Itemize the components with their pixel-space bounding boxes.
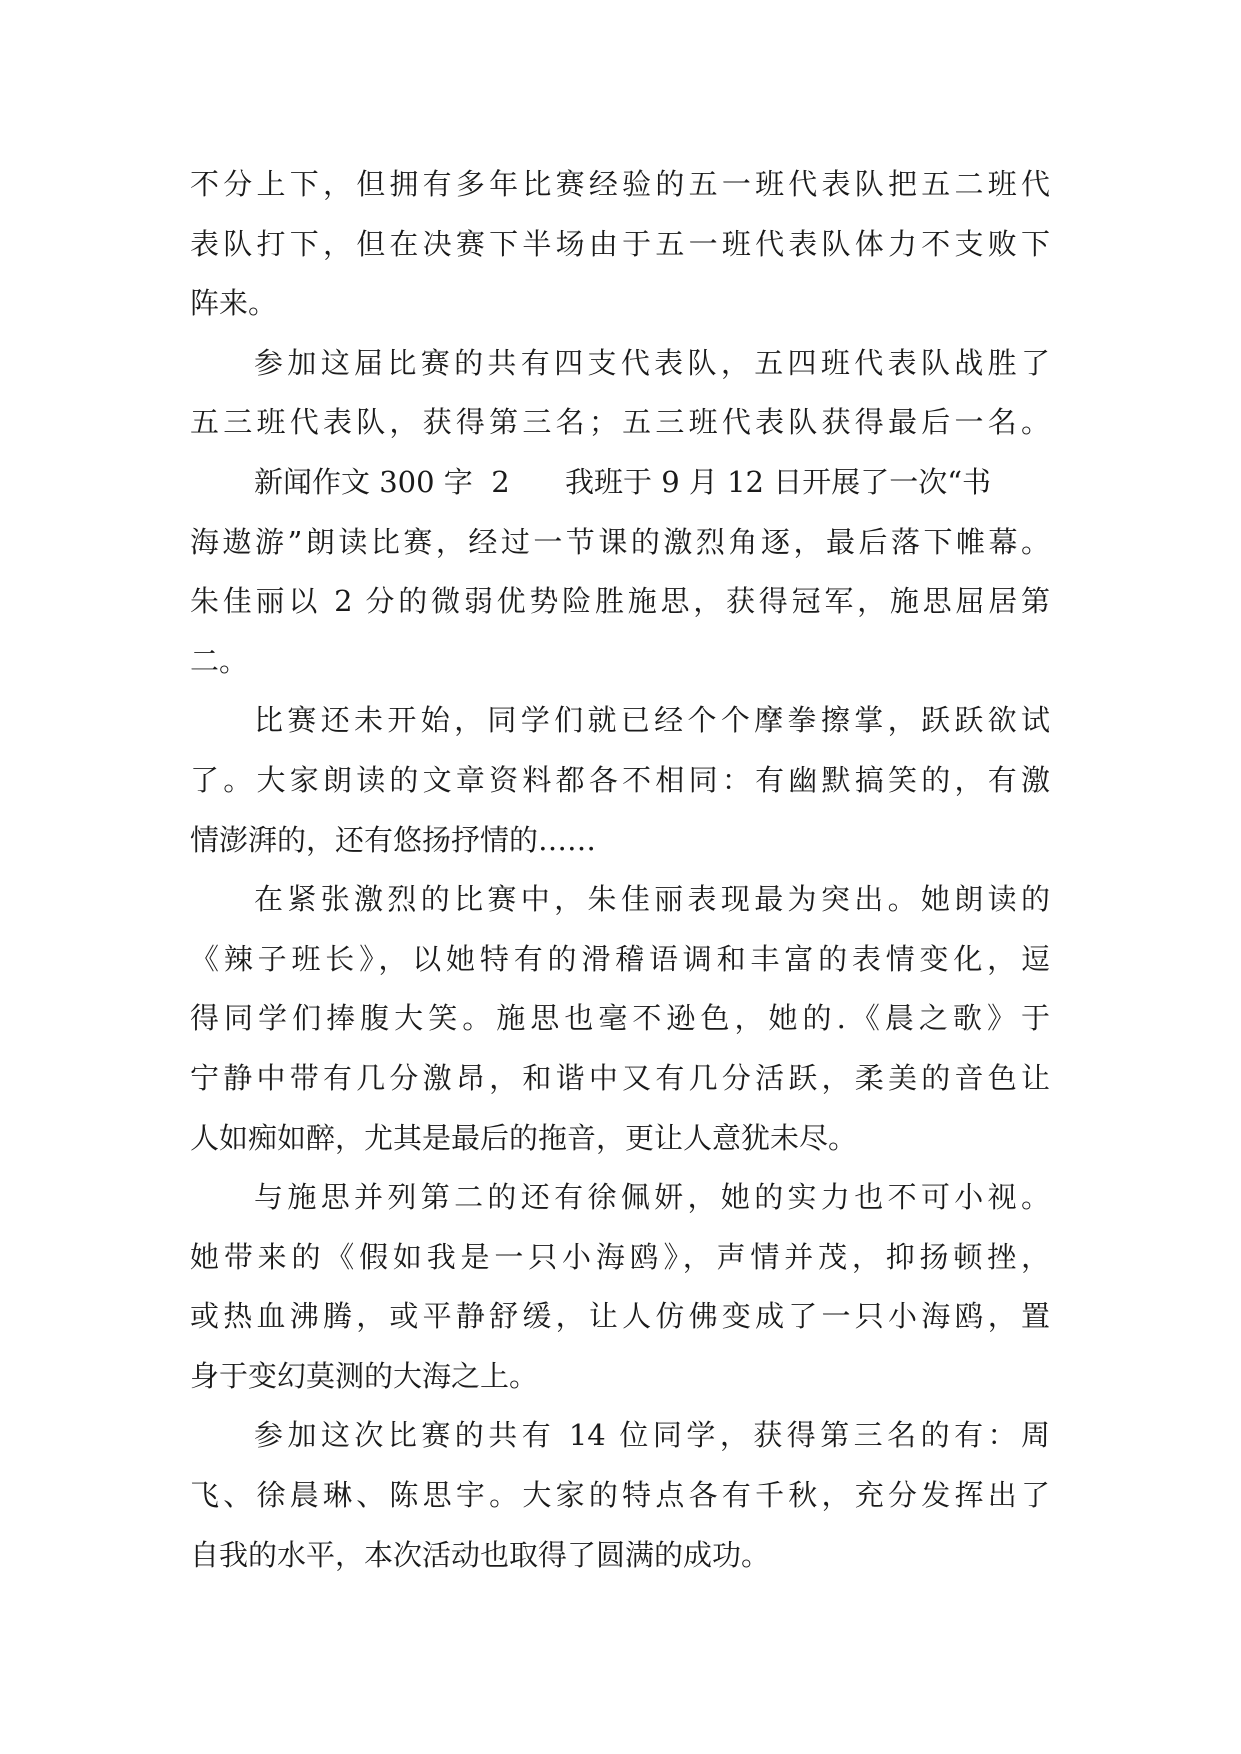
text-line: 新闻作文 300 字 2 我班于 9 月 12 日开展了一次“书 bbox=[254, 464, 992, 499]
text-line: 飞、徐晨琳、陈思宇。大家的特点各有千秋，充分发挥出了 bbox=[190, 1478, 1050, 1513]
paragraph bbox=[190, 453, 1050, 691]
text-line: 自我的水平，本次活动也取得了圆满的成功。 bbox=[190, 1537, 771, 1572]
text-line: 在紧张激烈的比赛中，朱佳丽表现最为突出。她朗读的 bbox=[254, 882, 1050, 917]
text-line: 她带来的《假如我是一只小海鸥》，声情并茂，抑扬顿挫， bbox=[190, 1239, 1050, 1274]
text-line: 情澎湃的，还有悠扬抒情的…… bbox=[190, 822, 597, 857]
text-line: 宁静中带有几分激昂，和谐中又有几分活跃，柔美的音色让 bbox=[190, 1060, 1050, 1095]
paragraph bbox=[190, 1406, 1050, 1585]
paragraph bbox=[190, 1168, 1050, 1406]
text-line: 海遨游”朗读比赛，经过一节课的激烈角逐，最后落下帷幕。 bbox=[190, 524, 1050, 559]
text-line: 五三班代表队，获得第三名；五三班代表队获得最后一名。 bbox=[190, 405, 1050, 440]
text-line: 比赛还未开始，同学们就已经个个摩拳擦掌，跃跃欲试 bbox=[254, 703, 1050, 738]
text-line: 阵来。 bbox=[190, 286, 278, 321]
text-line: 与施思并列第二的还有徐佩妍，她的实力也不可小视。 bbox=[254, 1180, 1050, 1215]
article-body bbox=[190, 155, 1050, 1585]
text-line: 或热血沸腾，或平静舒缓，让人仿佛变成了一只小海鸥，置 bbox=[190, 1299, 1050, 1334]
text-line: 了。大家朗读的文章资料都各不相同：有幽默搞笑的，有激 bbox=[190, 762, 1050, 797]
text-line: 朱佳丽以 2 分的微弱优势险胜施思，获得冠军，施思屈居第 bbox=[190, 584, 1050, 619]
paragraph bbox=[190, 334, 1050, 453]
text-line: 参加这届比赛的共有四支代表队，五四班代表队战胜了 bbox=[254, 345, 1050, 380]
text-line: 《辣子班长》，以她特有的滑稽语调和丰富的表情变化，逗 bbox=[190, 941, 1050, 976]
text-line: 不分上下，但拥有多年比赛经验的五一班代表队把五二班代 bbox=[190, 167, 1050, 201]
text-line: 表队打下，但在决赛下半场由于五一班代表队体力不支败下 bbox=[190, 226, 1050, 261]
text-line: 人如痴如醉，尤其是最后的拖音，更让人意犹未尽。 bbox=[190, 1120, 858, 1155]
paragraph bbox=[190, 155, 1050, 334]
text-line: 得同学们捧腹大笑。施思也毫不逊色，她的.《晨之歌》于 bbox=[190, 1001, 1050, 1036]
text-line: 身于变幻莫测的大海之上。 bbox=[190, 1358, 539, 1393]
paragraph bbox=[190, 870, 1050, 1168]
text-line: 二。 bbox=[190, 643, 249, 678]
text-line: 参加这次比赛的共有 14 位同学，获得第三名的有：周 bbox=[254, 1418, 1050, 1453]
paragraph bbox=[190, 691, 1050, 870]
